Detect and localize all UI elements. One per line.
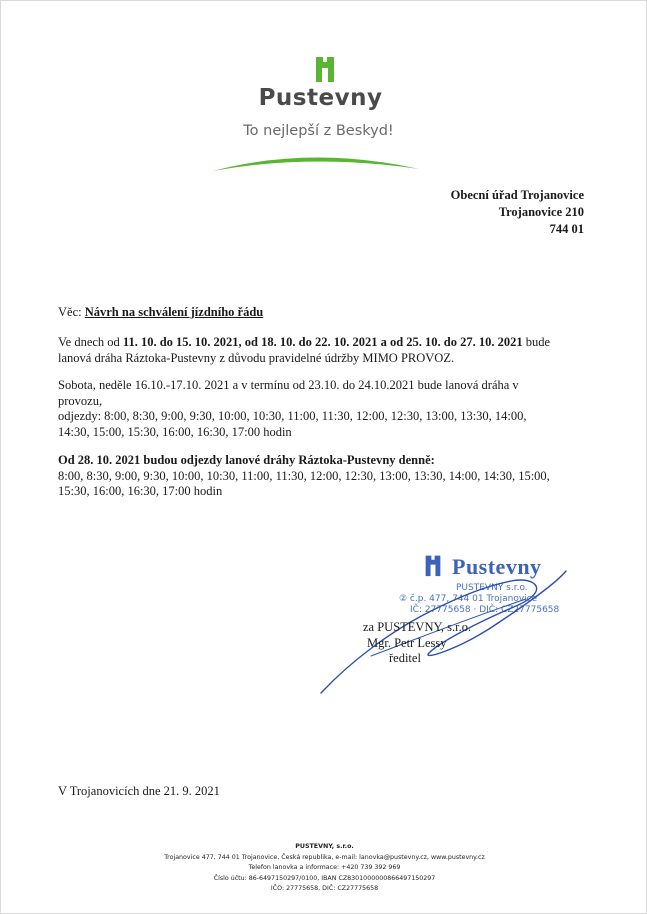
subject-line: [58, 305, 598, 321]
closure-text-end: bude: [522, 335, 551, 349]
closure-text: Ve dnech od: [58, 335, 123, 349]
daily-heading: [58, 453, 598, 469]
paragraph-weekend-schedule: [58, 378, 598, 440]
addressee-line-1: Obecní úřad Trojanovice: [450, 188, 584, 202]
daily-heading-text: Od 28. 10. 2021 budou odjezdy lanové dráhy Ráztoka-Pustevny denně:: [58, 453, 435, 467]
letter-footer: [1, 842, 647, 895]
weekend-line-1: Sobota, neděle 16.10.-17.10. 2021 a v termínu od 23.10. do 24.10.2021 bude lanová dráha v: [58, 378, 519, 392]
signature-role: ředitel: [389, 651, 421, 665]
stamp-line-3: IČ: 27775658 · DIČ: CZ27775658: [410, 605, 560, 615]
weekend-line-3: odjezdy: 8:00, 8:30, 9:00, 9:30, 10:00, 10:30, 11:00, 11:30, 12:00, 12:30, 13:00, 13:30, 14:00,: [58, 409, 527, 423]
stamp-line-1: PUSTEVNY s.r.o.: [456, 583, 528, 593]
footer-company: PUSTEVNY, s.r.o.: [295, 843, 354, 850]
brand-tagline: To nejlepší z Beskyd!: [243, 123, 394, 139]
date-line: V Trojanovicích dne 21. 9. 2021: [58, 784, 220, 798]
subject-prefix: Věc:: [58, 305, 85, 319]
signature-block: [363, 620, 471, 667]
stamp-title: Pustevny: [452, 554, 542, 579]
weekend-line-2: provozu,: [58, 393, 103, 408]
addressee-line-3: 744 01: [549, 222, 584, 236]
addressee-line-2: Trojanovice 210: [498, 205, 584, 219]
footer-phone: Telefon lanovka a informace: +420 739 392 969: [248, 864, 401, 871]
brand-name: Pustevny: [258, 85, 383, 111]
closure-dates: 11. 10. do 15. 10. 2021, od 18. 10. do 22. 10. 2021 a od 25. 10. do 27. 10. 2021: [122, 335, 523, 349]
signature-name: Mgr. Petr Lessy: [367, 635, 447, 650]
daily-line-2: 8:00, 8:30, 9:00, 9:30, 10:00, 10:30, 11:00, 11:30, 12:00, 12:30, 13:00, 13:30, 14:00, 14:30, 15:00,: [58, 468, 550, 483]
signature-company: za PUSTEVNY, s.r.o.: [363, 620, 472, 634]
closure-line-2: lanová dráha Ráztoka-Pustevny z důvodu pravidelné údržby MIMO PROVOZ.: [58, 350, 455, 365]
paragraph-closure: [58, 335, 598, 366]
footer-address: Trojanovice 477, 744 01 Trojanovice, Česká republika, e-mail: lanovka@pustevny.cz, www.pustevny.cz: [164, 853, 485, 861]
subject-title: Návrh na schválení jízdního řádu: [84, 305, 264, 319]
footer-ids: IČO: 27775658, DIČ: CZ27775658: [270, 885, 379, 892]
brand-swoosh: [211, 151, 421, 173]
pustevny-logo-icon: [314, 54, 336, 84]
weekend-line-4: 14:30, 15:00, 15:30, 16:00, 16:30, 17:00 hodin: [58, 424, 292, 439]
stamp-line-2: ② č.p. 477, 744 01 Trojanovice: [399, 594, 538, 604]
daily-line-3: 15:30, 16:00, 16:30, 17:00 hodin: [58, 484, 223, 498]
footer-bank: Číslo účtu: 86-6497150297/0100, IBAN CZ8301000000866497150297: [213, 874, 436, 882]
addressee-block: [451, 187, 584, 238]
paragraph-daily-schedule: [58, 453, 598, 500]
closure-line-1: [58, 335, 598, 351]
